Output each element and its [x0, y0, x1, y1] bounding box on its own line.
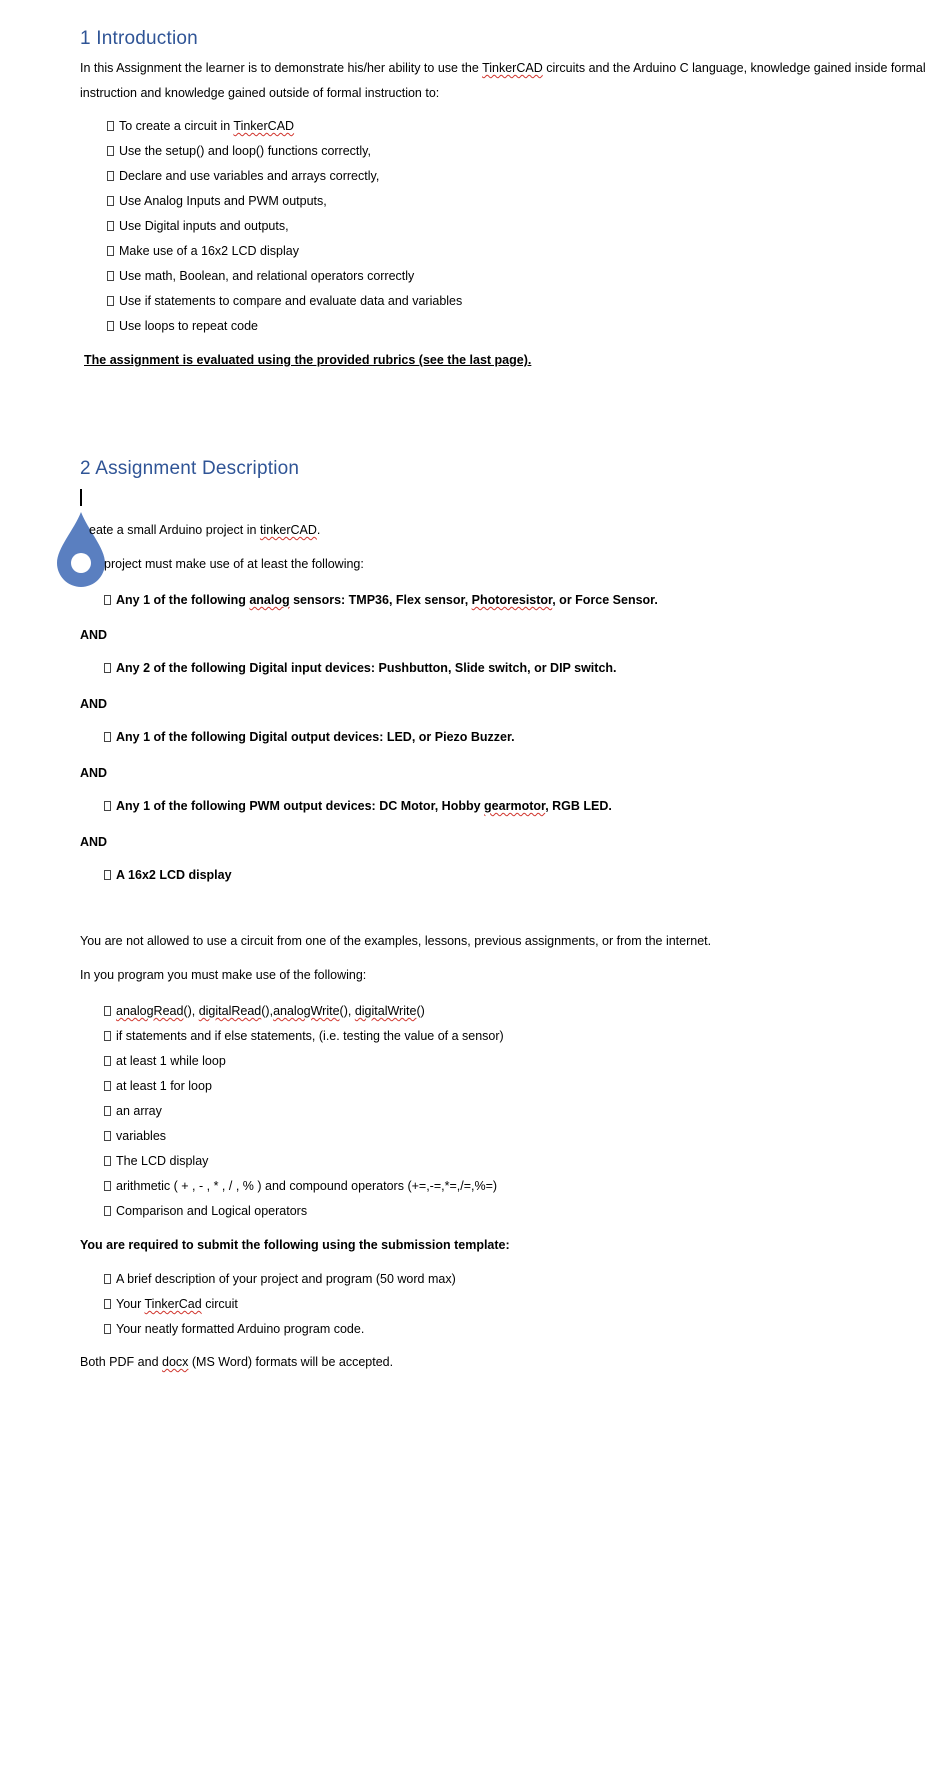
- bullet-glyph-icon: [104, 595, 111, 605]
- submission-item: Your TinkerCad circuit: [104, 1297, 238, 1311]
- program-item: variables: [104, 1129, 166, 1143]
- program-item: at least 1 while loop: [104, 1054, 226, 1068]
- bullet-glyph-icon: [104, 1299, 111, 1309]
- heading-assignment-description: 2 Assignment Description: [80, 458, 300, 479]
- intro-bullet: To create a circuit in TinkerCAD: [107, 119, 294, 133]
- bullet-glyph-icon: [107, 246, 114, 256]
- bullet-glyph-icon: [107, 296, 114, 306]
- heading-introduction: 1 Introduction: [80, 28, 198, 49]
- submission-item: A brief description of your project and program (50 word max): [104, 1272, 456, 1286]
- bullet-glyph-icon: [104, 1031, 111, 1041]
- rubric-note: The assignment is evaluated using the provided rubrics (see the last page).: [84, 353, 532, 367]
- text-cursor[interactable]: [80, 489, 82, 506]
- program-item: analogRead(), digitalRead(),analogWrite(), digitalWrite(): [104, 1004, 425, 1018]
- and-connector: AND: [80, 628, 108, 642]
- bullet-glyph-icon: [107, 196, 114, 206]
- intro-bullet: Use math, Boolean, and relational operators correctly: [107, 269, 414, 283]
- and-connector: AND: [80, 697, 108, 711]
- requirement-item: Any 1 of the following analog sensors: TMP36, Flex sensor, Photoresistor, or Force Sensor.: [104, 593, 658, 607]
- bullet-glyph-icon: [104, 1324, 111, 1334]
- intro-paragraph-line-1: In this Assignment the learner is to demonstrate his/her ability to use the TinkerCAD circuits and the Arduino C language, knowledge gained inside formal: [80, 61, 926, 75]
- bullet-glyph-icon: [104, 732, 111, 742]
- requirement-item: Any 1 of the following Digital output devices: LED, or Piezo Buzzer.: [104, 730, 515, 744]
- intro-bullet: Use if statements to compare and evaluate data and variables: [107, 294, 462, 308]
- bullet-glyph-icon: [104, 1274, 111, 1284]
- not-allowed-paragraph: You are not allowed to use a circuit from one of the examples, lessons, previous assignments, or from the internet.: [80, 934, 712, 948]
- bullet-glyph-icon: [104, 1206, 111, 1216]
- bullet-glyph-icon: [104, 801, 111, 811]
- bullet-glyph-icon: [104, 1156, 111, 1166]
- requirement-item: Any 2 of the following Digital input devices: Pushbutton, Slide switch, or DIP switch.: [104, 661, 617, 675]
- requirement-item: A 16x2 LCD display: [104, 868, 232, 882]
- bullet-glyph-icon: [107, 321, 114, 331]
- intro-bullet: Make use of a 16x2 LCD display: [107, 244, 299, 258]
- program-item: at least 1 for loop: [104, 1079, 212, 1093]
- intro-bullet: Use Analog Inputs and PWM outputs,: [107, 194, 327, 208]
- bullet-glyph-icon: [107, 171, 114, 181]
- bullet-glyph-icon: [104, 1131, 111, 1141]
- in-program-paragraph: In you program you must make use of the following:: [80, 968, 367, 982]
- and-connector: AND: [80, 766, 108, 780]
- bullet-glyph-icon: [104, 1006, 111, 1016]
- intro-paragraph-line-2: instruction and knowledge gained outside of formal instruction to:: [80, 86, 440, 100]
- bullet-glyph-icon: [104, 1181, 111, 1191]
- bullet-glyph-icon: [107, 121, 114, 131]
- intro-bullet: Use the setup() and loop() functions correctly,: [107, 144, 371, 158]
- program-item: arithmetic ( + , - , * , / , % ) and compound operators (+=,-=,*=,/=,%=): [104, 1179, 497, 1193]
- bullet-glyph-icon: [107, 271, 114, 281]
- bullet-glyph-icon: [104, 1056, 111, 1066]
- bullet-glyph-icon: [104, 1081, 111, 1091]
- submission-item: Your neatly formatted Arduino program code.: [104, 1322, 364, 1336]
- program-item: if statements and if else statements, (i.e. testing the value of a sensor): [104, 1029, 504, 1043]
- bullet-glyph-icon: [104, 1106, 111, 1116]
- bullet-glyph-icon: [104, 870, 111, 880]
- must-use-line: project must make use of at least the following:: [104, 557, 364, 571]
- formats-paragraph: Both PDF and docx (MS Word) formats will be accepted.: [80, 1355, 394, 1369]
- requirement-item: Any 1 of the following PWM output devices: DC Motor, Hobby gearmotor, RGB LED.: [104, 799, 612, 813]
- program-item: The LCD display: [104, 1154, 208, 1168]
- create-project-line: eate a small Arduino project in tinkerCAD.: [89, 523, 321, 537]
- and-connector: AND: [80, 835, 108, 849]
- intro-bullet: Use loops to repeat code: [107, 319, 258, 333]
- bullet-glyph-icon: [107, 221, 114, 231]
- bullet-glyph-icon: [107, 146, 114, 156]
- bullet-glyph-icon: [104, 663, 111, 673]
- submit-heading: You are required to submit the following using the submission template:: [80, 1238, 510, 1252]
- program-item: an array: [104, 1104, 162, 1118]
- program-item: Comparison and Logical operators: [104, 1204, 307, 1218]
- intro-bullet: Use Digital inputs and outputs,: [107, 219, 289, 233]
- intro-bullet: Declare and use variables and arrays correctly,: [107, 169, 379, 183]
